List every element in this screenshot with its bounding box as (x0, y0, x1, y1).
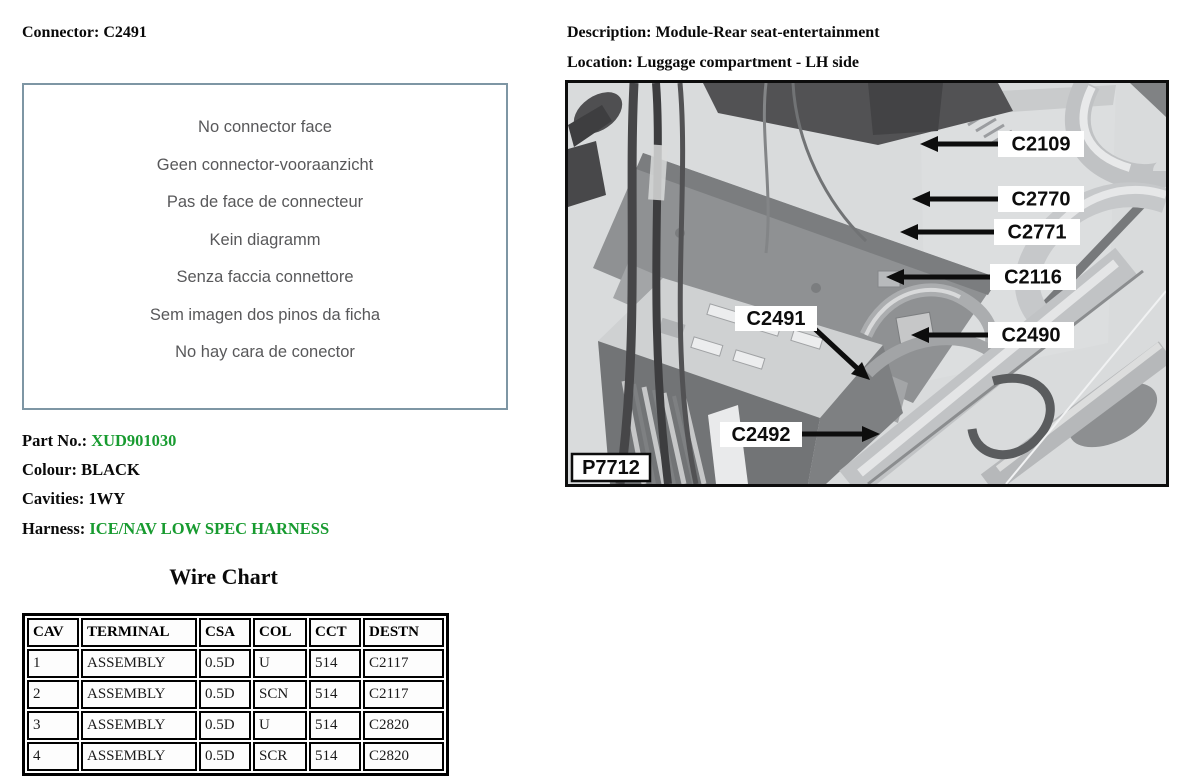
harness-label: Harness: (22, 518, 86, 538)
connector-header (22, 24, 147, 42)
noface-line-en: No connector face (198, 118, 332, 136)
location-header (567, 54, 859, 72)
cell-csa: 0.5D (199, 649, 251, 678)
connector-details (22, 426, 329, 543)
wire-chart-title: Wire Chart (169, 564, 278, 589)
cell-cct: 514 (309, 649, 361, 678)
noface-line-nl: Geen connector-vooraanzicht (156, 155, 374, 174)
wire-chart-table (22, 613, 449, 776)
wire-row (27, 680, 444, 709)
cell-col: SCR (253, 742, 307, 771)
cell-cav: 3 (27, 711, 79, 740)
cell-csa: 0.5D (199, 680, 251, 709)
wire-row (27, 711, 444, 740)
description-label: Description: (567, 24, 652, 41)
wire-header-row (27, 618, 444, 647)
col-header-destn: DESTN (363, 618, 444, 647)
noface-line-fr: Pas de face de connecteur (166, 193, 364, 211)
noface-line-es: No hay cara de conector (175, 343, 355, 361)
callout-c2490: C2490 (1001, 324, 1061, 347)
callout-c2491: C2491 (746, 308, 806, 330)
cell-destn: C2820 (363, 711, 444, 740)
callout-c2492: C2492 (731, 424, 791, 446)
cell-terminal: ASSEMBLY (81, 742, 197, 771)
col-header-terminal: TERMINAL (81, 618, 197, 647)
cell-destn: C2820 (363, 742, 444, 771)
cell-terminal: ASSEMBLY (81, 711, 197, 740)
noface-line-pt: Sem imagen dos pinos da ficha (149, 305, 381, 324)
noface-line-de: Kein diagramm (209, 230, 321, 249)
cell-col: U (253, 711, 307, 740)
location-label: Location: (567, 54, 633, 71)
cell-csa: 0.5D (199, 742, 251, 771)
callout-c2771: C2771 (1007, 221, 1067, 244)
col-header-csa: CSA (199, 618, 251, 647)
colour-row (22, 455, 329, 484)
part-no-row (22, 426, 329, 455)
part-no-label: Part No.: (22, 431, 88, 450)
colour-label: Colour: (22, 460, 77, 480)
cell-csa: 0.5D (199, 711, 251, 740)
cell-col: SCN (253, 680, 307, 709)
cell-terminal: ASSEMBLY (81, 680, 197, 709)
cell-cav: 4 (27, 742, 79, 771)
connector-value: C2491 (103, 24, 147, 41)
callout-c2770: C2770 (1011, 188, 1071, 211)
col-header-col: COL (253, 618, 307, 647)
location-photo (565, 80, 1169, 487)
figure-id-badge (572, 454, 650, 481)
cell-cct: 514 (309, 711, 361, 740)
callout-c2109: C2109 (1011, 133, 1071, 156)
cavities-row (22, 484, 329, 513)
location-value: Luggage compartment - LH side (636, 54, 859, 71)
cell-col: U (253, 649, 307, 678)
cell-cct: 514 (309, 742, 361, 771)
cell-destn: C2117 (363, 649, 444, 678)
cell-terminal: ASSEMBLY (81, 649, 197, 678)
wire-row (27, 649, 444, 678)
noface-line-it: Senza faccia connettore (176, 268, 354, 286)
no-connector-face-box (22, 83, 508, 410)
callout-c2116: C2116 (1004, 266, 1062, 289)
col-header-cct: CCT (309, 618, 361, 647)
cell-cct: 514 (309, 680, 361, 709)
harness-row (22, 514, 329, 543)
cavities-label: Cavities: (22, 489, 85, 509)
col-header-cav: CAV (27, 618, 79, 647)
connector-label: Connector: (22, 24, 100, 41)
wire-row (27, 742, 444, 771)
photo-illustration (568, 83, 1166, 484)
cell-cav: 2 (27, 680, 79, 709)
colour-value: BLACK (81, 460, 140, 480)
part-no-value: XUD901030 (91, 431, 177, 450)
figure-id: P7712 (582, 457, 640, 479)
harness-value: ICE/NAV LOW SPEC HARNESS (89, 518, 330, 538)
cell-destn: C2117 (363, 680, 444, 709)
description-value: Module-Rear seat-entertainment (655, 24, 880, 41)
cell-cav: 1 (27, 649, 79, 678)
cavities-value: 1WY (88, 489, 126, 509)
description-header (567, 24, 880, 42)
